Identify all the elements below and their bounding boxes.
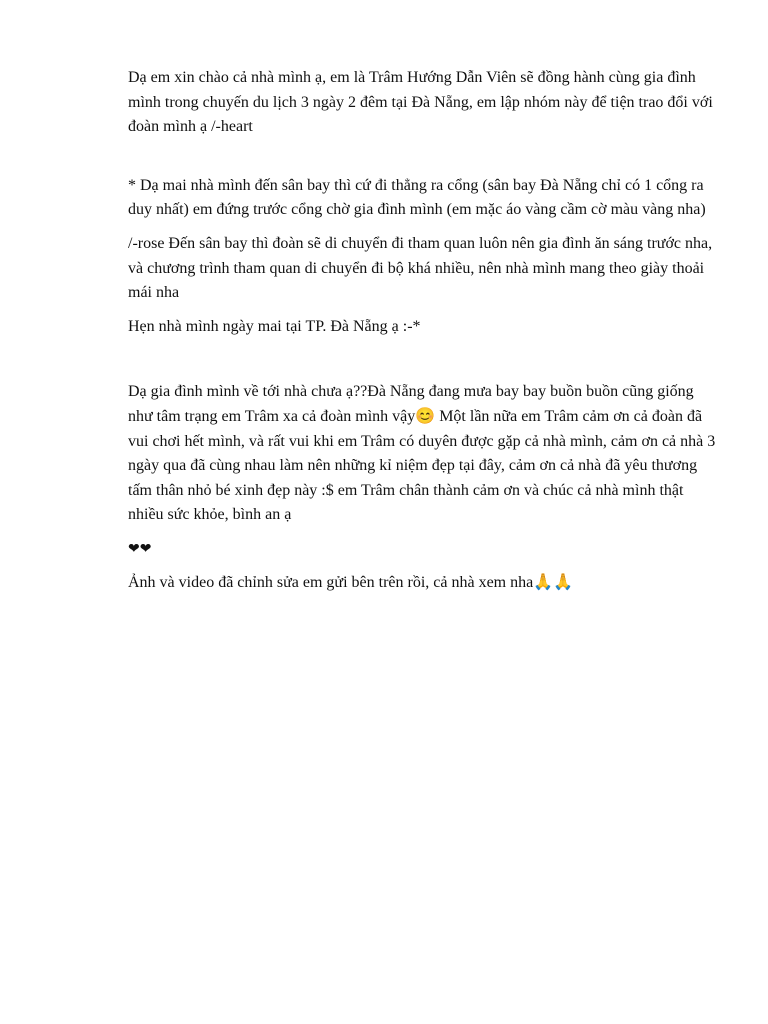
greeting-paragraph: Dạ em xin chào cả nhà mình ạ, em là Trâm Hướng Dẫn Viên sẽ đồng hành cùng gia đình mình trong chuyến du lịch 3 ngày 2 đêm tại Đà Nẵng, em lập nhóm này để tiện trao đổi với đoàn mình ạ /-heart <box>128 69 713 136</box>
breakfast-note-paragraph: /-rose Đến sân bay thì đoàn sẽ di chuyển đi tham quan luôn nên gia đình ăn sáng trước nha, và chương trình tham quan di chuyển đi bộ khá nhiều, nên nhà mình mang theo giày thoải mái nha <box>128 234 713 302</box>
see-you-paragraph: Hẹn nhà mình ngày mai tại TP. Đà Nẵng ạ :-* <box>128 317 421 335</box>
document-body <box>128 66 720 595</box>
airport-instructions-paragraph: * Dạ mai nhà mình đến sân bay thì cứ đi thẳng ra cổng (sân bay Đà Nẵng chỉ có 1 cổng ra duy nhất) em đứng trước cổng chờ gia đình mình (em mặc áo vàng cầm cờ màu vàng nha) <box>128 176 706 219</box>
hearts-line: ❤❤ <box>128 540 152 557</box>
photos-note-paragraph: Ảnh và video đã chỉnh sửa em gửi bên trên rồi, cả nhà xem nha🙏🙏 <box>128 573 574 591</box>
thank-you-paragraph: Dạ gia đình mình về tới nhà chưa ạ??Đà Nẵng đang mưa bay bay buồn buồn cũng giống như tâm trạng em Trâm xa cả đoàn mình vậy😊 Một lần nữa em Trâm cảm ơn cả đoàn đã vui chơi hết mình, và rất vui khi em Trâm có duyên được gặp cả nhà mình, cảm ơn cả nhà 3 ngày qua đã cùng nhau làm nên những kỉ niệm đẹp tại đây, cảm ơn cả nhà đã yêu thương tấm thân nhỏ bé xinh đẹp này :$ em Trâm chân thành cảm ơn và chúc cả nhà mình thật nhiều sức khỏe, bình an ạ <box>128 383 716 524</box>
